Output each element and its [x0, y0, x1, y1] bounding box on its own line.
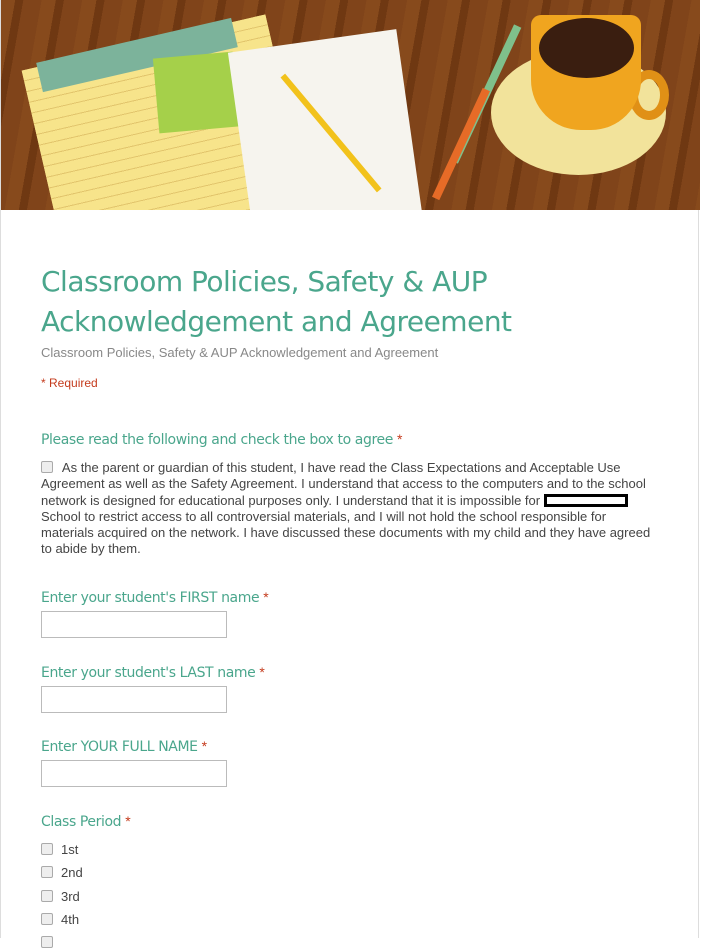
full-name-input[interactable]	[41, 760, 227, 787]
sticky-note-illustration	[153, 52, 239, 134]
checkbox[interactable]	[41, 843, 53, 855]
agree-option[interactable]: As the parent or guardian of this student, I have read the Class Expectations and Acceptable Use Agreement as well as the Safety Agreement. I understand that access to the computers and to the school network is designed for educational purposes only. I understand that it is impossible for School to restrict access to all controversial materials, and I will not hold the school responsible for materials acquired on the network. I have discussed these documents with my child and they have agreed to abide by them.	[41, 460, 651, 557]
checkbox[interactable]	[41, 913, 53, 925]
checkbox[interactable]	[41, 866, 53, 878]
first-name-label: Enter your student's FIRST name *	[41, 589, 269, 606]
header-image	[1, 0, 700, 210]
redaction-bar	[544, 494, 628, 507]
first-name-input[interactable]	[41, 611, 227, 638]
agree-checkbox[interactable]	[41, 461, 53, 473]
form-title: Classroom Policies, Safety & AUP Acknowledgement and Agreement	[41, 265, 512, 338]
agree-question-label: Please read the following and check the box to agree *	[41, 431, 403, 448]
required-note: * Required	[41, 376, 98, 390]
last-name-input[interactable]	[41, 686, 227, 713]
class-period-label: Class Period *	[41, 813, 131, 830]
class-period-option-1st[interactable]: 1st	[41, 842, 78, 857]
class-period-option-next[interactable]	[41, 935, 61, 950]
form-description: Classroom Policies, Safety & AUP Acknowledgement and Agreement	[41, 345, 439, 360]
paper-illustration	[228, 29, 424, 210]
class-period-option-4th[interactable]: 4th	[41, 912, 79, 927]
checkbox[interactable]	[41, 890, 53, 902]
class-period-option-2nd[interactable]: 2nd	[41, 865, 83, 880]
last-name-label: Enter your student's LAST name *	[41, 664, 265, 681]
full-name-label: Enter YOUR FULL NAME *	[41, 738, 207, 755]
class-period-option-3rd[interactable]: 3rd	[41, 889, 80, 904]
